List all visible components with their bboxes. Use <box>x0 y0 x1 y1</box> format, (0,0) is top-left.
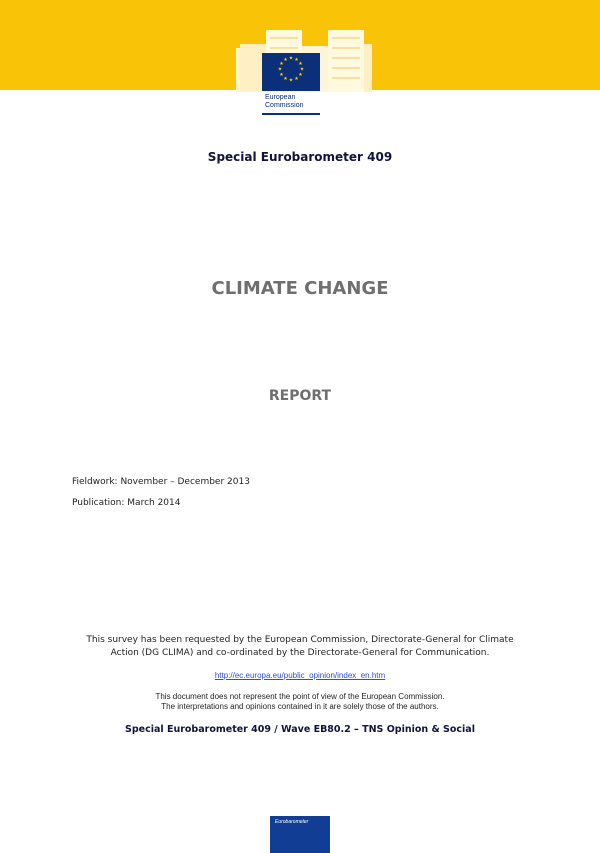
survey-request-text: This survey has been requested by the European Commission, Directorate-General for Climate Action (DG CLIMA) and co-ordinated by the Directorate-General for Communication. <box>86 635 514 658</box>
svg-text:★: ★ <box>279 61 284 67</box>
logo-divider <box>262 113 320 115</box>
svg-text:★: ★ <box>294 57 299 63</box>
svg-text:★: ★ <box>288 77 294 84</box>
svg-text:★: ★ <box>298 72 303 78</box>
survey-reference: Special Eurobarometer 409 / Wave EB80.2 – TNS Opinion & Social <box>125 724 475 735</box>
page-title: CLIMATE CHANGE <box>211 278 389 299</box>
svg-text:★: ★ <box>283 57 288 63</box>
publication-text: Publication: March 2014 <box>72 498 181 508</box>
eurobarometer-label: Eurobarometer <box>275 819 309 825</box>
eurobarometer-badge <box>270 816 330 853</box>
fieldwork-text: Fieldwork: November – December 2013 <box>72 477 250 487</box>
svg-text:★: ★ <box>283 76 288 82</box>
eu-flag-icon <box>262 53 320 91</box>
svg-text:★: ★ <box>299 66 305 73</box>
report-label: REPORT <box>268 388 332 404</box>
svg-text:★: ★ <box>298 61 303 67</box>
logo-label: European Commission <box>265 94 304 109</box>
disclaimer-text: This document does not represent the point of view of the European Commission. The interpretations and opinions contained in it are solely those of the authors. <box>155 692 445 711</box>
svg-text:★: ★ <box>277 66 283 73</box>
svg-text:★: ★ <box>288 55 294 62</box>
svg-text:★: ★ <box>279 72 284 78</box>
svg-text:★: ★ <box>294 76 299 82</box>
series-title: Special Eurobarometer 409 <box>207 150 393 164</box>
survey-link[interactable]: http://ec.europa.eu/public_opinion/index_en.htm <box>214 671 386 680</box>
